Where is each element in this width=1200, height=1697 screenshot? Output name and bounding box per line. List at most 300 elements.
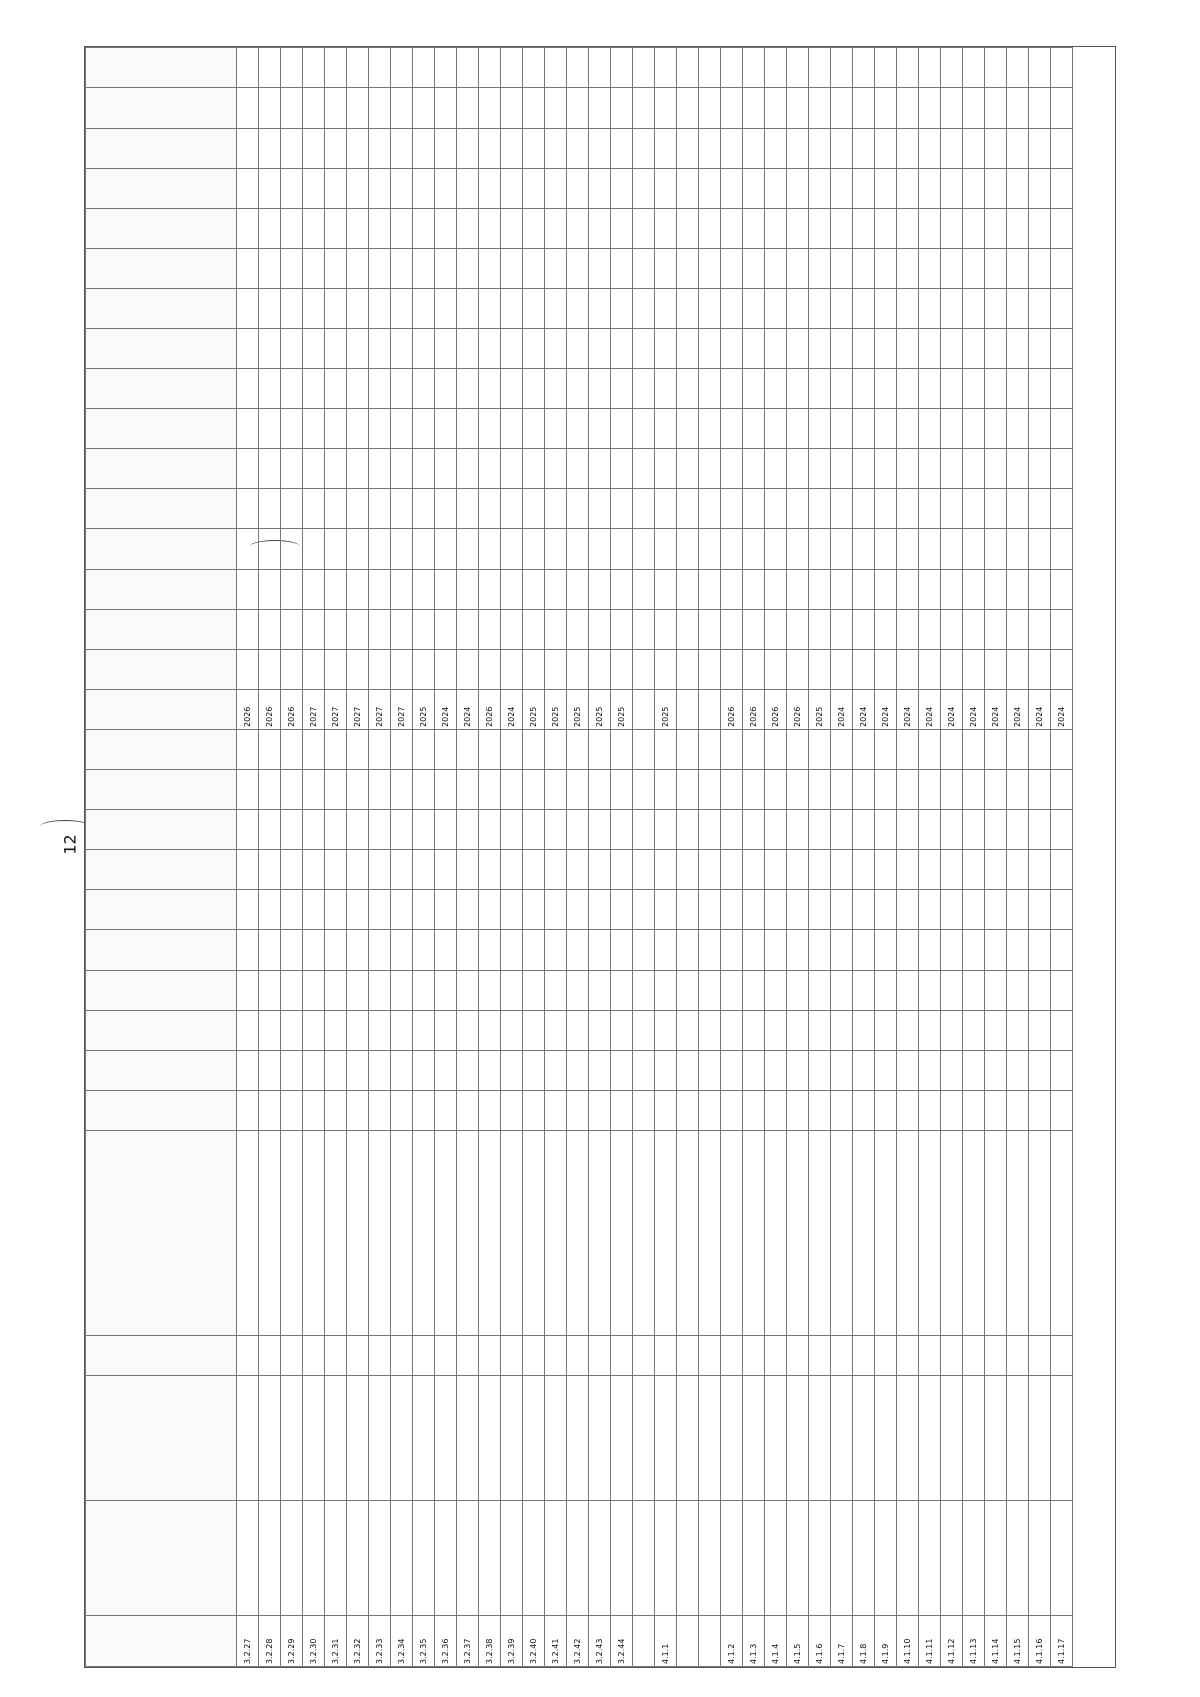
table-cell xyxy=(1007,729,1029,769)
column-header xyxy=(86,1335,237,1375)
table-cell: 2024 xyxy=(919,689,941,729)
table-cell xyxy=(721,970,743,1010)
table-cell xyxy=(435,1050,457,1090)
table-cell xyxy=(281,369,303,409)
table-cell xyxy=(831,248,853,288)
table-cell xyxy=(963,850,985,890)
table-cell xyxy=(391,369,413,409)
table-cell xyxy=(633,1050,655,1090)
table-cell xyxy=(523,930,545,970)
table-cell xyxy=(831,1050,853,1090)
table-cell xyxy=(259,770,281,810)
table-cell xyxy=(303,609,325,649)
table-cell xyxy=(853,529,875,569)
table-cell xyxy=(237,810,259,850)
table-cell xyxy=(435,1376,457,1501)
table-cell xyxy=(919,1050,941,1090)
table-cell xyxy=(589,1090,611,1130)
table-cell xyxy=(479,1501,501,1616)
table-cell xyxy=(897,1010,919,1050)
table-cell xyxy=(457,970,479,1010)
table-cell xyxy=(1029,168,1051,208)
table-cell xyxy=(325,369,347,409)
table-cell xyxy=(457,850,479,890)
table-cell xyxy=(1051,970,1073,1010)
table-cell xyxy=(435,369,457,409)
table-cell xyxy=(259,409,281,449)
table-cell xyxy=(985,609,1007,649)
table-cell xyxy=(611,850,633,890)
table-cell xyxy=(655,729,677,769)
table-cell xyxy=(633,649,655,689)
table-cell xyxy=(1029,569,1051,609)
table-cell xyxy=(809,208,831,248)
table-cell xyxy=(677,489,699,529)
table-cell xyxy=(743,970,765,1010)
table-cell xyxy=(479,890,501,930)
table-cell xyxy=(721,810,743,850)
table-cell xyxy=(501,1335,523,1375)
table-cell xyxy=(479,1050,501,1090)
table-cell xyxy=(1051,529,1073,569)
table-cell xyxy=(897,208,919,248)
table-cell xyxy=(1007,770,1029,810)
table-cell xyxy=(765,729,787,769)
table-cell xyxy=(1029,609,1051,649)
table-cell xyxy=(611,48,633,88)
table-cell xyxy=(457,569,479,609)
table-cell xyxy=(875,890,897,930)
table-cell xyxy=(699,409,721,449)
table-row xyxy=(545,48,567,1667)
table-cell xyxy=(875,649,897,689)
table-cell xyxy=(1051,248,1073,288)
table-cell xyxy=(369,1376,391,1501)
column-header xyxy=(86,48,237,88)
table-cell xyxy=(567,128,589,168)
table-cell xyxy=(985,569,1007,609)
table-cell xyxy=(259,288,281,328)
table-cell xyxy=(611,88,633,128)
table-cell xyxy=(391,609,413,649)
table-cell xyxy=(589,1501,611,1616)
table-cell: 4.1.6 xyxy=(809,1616,831,1667)
table-cell xyxy=(919,1130,941,1335)
table-cell xyxy=(523,1010,545,1050)
table-cell xyxy=(1007,970,1029,1010)
table-cell xyxy=(523,890,545,930)
table-row xyxy=(963,48,985,1667)
table-cell xyxy=(985,1130,1007,1335)
table-cell: 2027 xyxy=(369,689,391,729)
table-cell xyxy=(589,810,611,850)
table-cell xyxy=(325,208,347,248)
table-cell xyxy=(941,890,963,930)
table-row xyxy=(1029,48,1051,1667)
table-cell xyxy=(809,569,831,609)
table-cell xyxy=(501,850,523,890)
table-cell xyxy=(369,529,391,569)
table-cell xyxy=(479,810,501,850)
table-cell xyxy=(589,329,611,369)
table-cell xyxy=(677,569,699,609)
table-row xyxy=(457,48,479,1667)
table-cell xyxy=(457,529,479,569)
table-cell xyxy=(853,770,875,810)
column-header xyxy=(86,409,237,449)
table-cell xyxy=(413,248,435,288)
table-cell xyxy=(721,248,743,288)
table-cell xyxy=(963,529,985,569)
table-cell xyxy=(567,770,589,810)
table-cell xyxy=(611,529,633,569)
table-cell xyxy=(479,409,501,449)
table-cell xyxy=(897,48,919,88)
column-header xyxy=(86,208,237,248)
table-cell xyxy=(699,1335,721,1375)
table-cell xyxy=(853,1010,875,1050)
table-cell xyxy=(479,369,501,409)
table-cell xyxy=(919,248,941,288)
table-cell xyxy=(853,88,875,128)
table-cell xyxy=(391,729,413,769)
table-cell xyxy=(567,970,589,1010)
table-cell xyxy=(589,1050,611,1090)
table-cell xyxy=(1007,329,1029,369)
table-cell xyxy=(787,449,809,489)
table-cell xyxy=(237,1090,259,1130)
table-cell xyxy=(963,329,985,369)
table-cell xyxy=(545,248,567,288)
table-cell xyxy=(765,409,787,449)
table-cell xyxy=(325,569,347,609)
table-cell xyxy=(743,288,765,328)
table-cell xyxy=(413,128,435,168)
table-cell xyxy=(699,1050,721,1090)
table-cell xyxy=(303,369,325,409)
table-cell xyxy=(941,128,963,168)
table-cell xyxy=(875,489,897,529)
table-cell: 2025 xyxy=(655,689,677,729)
table-cell xyxy=(435,168,457,208)
table-cell: 2024 xyxy=(435,689,457,729)
table-cell xyxy=(787,409,809,449)
table-cell xyxy=(875,168,897,208)
table-cell xyxy=(479,128,501,168)
table-cell: 2025 xyxy=(413,689,435,729)
table-cell xyxy=(611,930,633,970)
table-cell xyxy=(391,1050,413,1090)
table-cell xyxy=(633,810,655,850)
table-cell xyxy=(897,609,919,649)
table-cell xyxy=(611,970,633,1010)
table-cell xyxy=(853,649,875,689)
table-cell xyxy=(1007,409,1029,449)
table-cell xyxy=(325,729,347,769)
table-cell xyxy=(611,1010,633,1050)
table-cell xyxy=(721,208,743,248)
column-header xyxy=(86,729,237,769)
table-cell xyxy=(787,329,809,369)
table-cell: 2026 xyxy=(237,689,259,729)
table-cell xyxy=(985,1090,1007,1130)
table-cell xyxy=(633,970,655,1010)
table-cell xyxy=(435,649,457,689)
table-cell xyxy=(501,649,523,689)
table-cell: 2025 xyxy=(611,689,633,729)
table-cell xyxy=(237,449,259,489)
table-cell xyxy=(259,88,281,128)
table-cell xyxy=(413,409,435,449)
column-header xyxy=(86,1050,237,1090)
table-cell xyxy=(699,329,721,369)
table-cell xyxy=(347,449,369,489)
table-cell xyxy=(501,930,523,970)
table-cell xyxy=(787,649,809,689)
table-cell xyxy=(237,1501,259,1616)
table-row xyxy=(501,48,523,1667)
table-cell xyxy=(1029,649,1051,689)
table-cell xyxy=(501,1010,523,1050)
table-cell xyxy=(589,208,611,248)
table-cell xyxy=(457,288,479,328)
table-cell xyxy=(633,168,655,208)
table-cell xyxy=(1007,48,1029,88)
table-cell: 2026 xyxy=(721,689,743,729)
table-cell xyxy=(633,569,655,609)
table-cell xyxy=(391,1090,413,1130)
table-cell xyxy=(1029,1010,1051,1050)
table-cell xyxy=(589,168,611,208)
table-cell xyxy=(809,248,831,288)
table-cell xyxy=(633,930,655,970)
table-cell xyxy=(1007,810,1029,850)
table-cell xyxy=(743,890,765,930)
table-cell xyxy=(963,1050,985,1090)
table-cell xyxy=(765,1501,787,1616)
table-cell: 3.2.36 xyxy=(435,1616,457,1667)
table-cell xyxy=(831,409,853,449)
table-cell xyxy=(347,248,369,288)
table-cell xyxy=(501,329,523,369)
table-cell xyxy=(677,288,699,328)
table-cell xyxy=(567,729,589,769)
table-cell xyxy=(259,810,281,850)
table-cell xyxy=(941,810,963,850)
table-cell xyxy=(677,1050,699,1090)
table-cell xyxy=(567,1335,589,1375)
table-cell xyxy=(523,1376,545,1501)
table-cell xyxy=(897,529,919,569)
table-cell xyxy=(721,1050,743,1090)
table-cell xyxy=(435,409,457,449)
table-cell xyxy=(501,1501,523,1616)
table-cell xyxy=(259,1050,281,1090)
table-cell xyxy=(325,1010,347,1050)
table-cell xyxy=(765,489,787,529)
table-cell xyxy=(369,48,391,88)
table-cell xyxy=(391,770,413,810)
table-cell: 2025 xyxy=(523,689,545,729)
table-cell xyxy=(567,48,589,88)
table-cell xyxy=(457,930,479,970)
table-cell xyxy=(589,569,611,609)
table-cell xyxy=(1029,1090,1051,1130)
table-cell xyxy=(787,729,809,769)
table-cell xyxy=(941,569,963,609)
table-cell: 3.2.28 xyxy=(259,1616,281,1667)
table-cell xyxy=(655,850,677,890)
table-cell xyxy=(787,48,809,88)
table-cell xyxy=(435,850,457,890)
table-cell xyxy=(589,369,611,409)
table-cell xyxy=(435,128,457,168)
table-cell xyxy=(589,649,611,689)
table-cell xyxy=(919,1335,941,1375)
table-cell xyxy=(699,529,721,569)
table-cell xyxy=(699,1090,721,1130)
table-cell xyxy=(391,1501,413,1616)
table-cell xyxy=(1029,128,1051,168)
table-cell xyxy=(589,1335,611,1375)
table-cell xyxy=(875,609,897,649)
table-cell xyxy=(875,1050,897,1090)
table-cell xyxy=(369,369,391,409)
table-cell xyxy=(633,770,655,810)
table-cell xyxy=(281,810,303,850)
table-cell xyxy=(611,1335,633,1375)
table-cell xyxy=(1051,1010,1073,1050)
table-cell xyxy=(941,449,963,489)
table-cell xyxy=(303,248,325,288)
table-cell xyxy=(1029,369,1051,409)
table-cell xyxy=(919,1010,941,1050)
table-cell xyxy=(303,449,325,489)
table-cell xyxy=(523,369,545,409)
table-cell xyxy=(633,489,655,529)
table-cell xyxy=(897,569,919,609)
table-cell xyxy=(303,1376,325,1501)
table-row xyxy=(347,48,369,1667)
table-cell xyxy=(875,1090,897,1130)
table-cell xyxy=(809,88,831,128)
table-cell xyxy=(787,288,809,328)
table-cell xyxy=(765,1130,787,1335)
table-cell xyxy=(765,88,787,128)
table-cell xyxy=(457,1130,479,1335)
table-cell xyxy=(831,168,853,208)
table-cell xyxy=(611,729,633,769)
table-cell xyxy=(325,850,347,890)
table-cell: 2026 xyxy=(787,689,809,729)
table-cell xyxy=(699,288,721,328)
table-cell xyxy=(413,770,435,810)
table-cell xyxy=(347,850,369,890)
table-cell xyxy=(567,168,589,208)
table-cell xyxy=(699,88,721,128)
table-cell xyxy=(831,48,853,88)
table-cell xyxy=(589,1130,611,1335)
table-cell xyxy=(259,1130,281,1335)
table-cell xyxy=(941,1376,963,1501)
table-cell xyxy=(545,1050,567,1090)
table-cell xyxy=(1051,329,1073,369)
table-cell xyxy=(809,128,831,168)
table-cell xyxy=(545,1501,567,1616)
table-cell xyxy=(523,288,545,328)
table-cell xyxy=(281,1130,303,1335)
table-cell xyxy=(567,449,589,489)
table-cell xyxy=(479,850,501,890)
table-cell xyxy=(501,1090,523,1130)
table-cell xyxy=(237,88,259,128)
table-cell xyxy=(963,1376,985,1501)
table-cell xyxy=(809,850,831,890)
table-cell xyxy=(743,369,765,409)
table-cell xyxy=(831,930,853,970)
table-cell xyxy=(699,168,721,208)
table-cell: 4.1.12 xyxy=(941,1616,963,1667)
table-cell xyxy=(765,1335,787,1375)
table-cell xyxy=(941,369,963,409)
table-cell xyxy=(721,1010,743,1050)
table-cell xyxy=(963,569,985,609)
table-cell xyxy=(1029,449,1051,489)
table-cell: 2025 xyxy=(567,689,589,729)
table-cell xyxy=(655,649,677,689)
table-cell xyxy=(897,770,919,810)
table-cell xyxy=(897,168,919,208)
table-cell xyxy=(897,1090,919,1130)
table-cell xyxy=(787,890,809,930)
table-cell xyxy=(589,930,611,970)
table-cell xyxy=(941,168,963,208)
table-cell xyxy=(1029,489,1051,529)
table-cell xyxy=(501,1130,523,1335)
table-cell xyxy=(391,88,413,128)
table-cell xyxy=(325,329,347,369)
table-cell xyxy=(765,168,787,208)
column-header xyxy=(86,970,237,1010)
table-row xyxy=(853,48,875,1667)
table-cell xyxy=(457,609,479,649)
table-cell xyxy=(809,1010,831,1050)
table-cell xyxy=(721,409,743,449)
table-cell xyxy=(567,649,589,689)
table-cell xyxy=(501,168,523,208)
table-cell: 3.2.41 xyxy=(545,1616,567,1667)
table-cell xyxy=(391,1010,413,1050)
table-cell xyxy=(567,890,589,930)
table-cell xyxy=(677,810,699,850)
table-cell xyxy=(721,1090,743,1130)
table-cell xyxy=(369,850,391,890)
table-cell xyxy=(435,489,457,529)
table-cell xyxy=(611,649,633,689)
table-cell xyxy=(589,1376,611,1501)
table-cell xyxy=(281,248,303,288)
table-cell xyxy=(721,1376,743,1501)
table-cell xyxy=(347,930,369,970)
table-cell xyxy=(413,970,435,1010)
table-cell xyxy=(347,168,369,208)
table-cell xyxy=(303,1335,325,1375)
table-cell xyxy=(347,1501,369,1616)
table-cell xyxy=(413,168,435,208)
table-cell xyxy=(479,248,501,288)
table-cell xyxy=(501,890,523,930)
table-cell xyxy=(809,409,831,449)
